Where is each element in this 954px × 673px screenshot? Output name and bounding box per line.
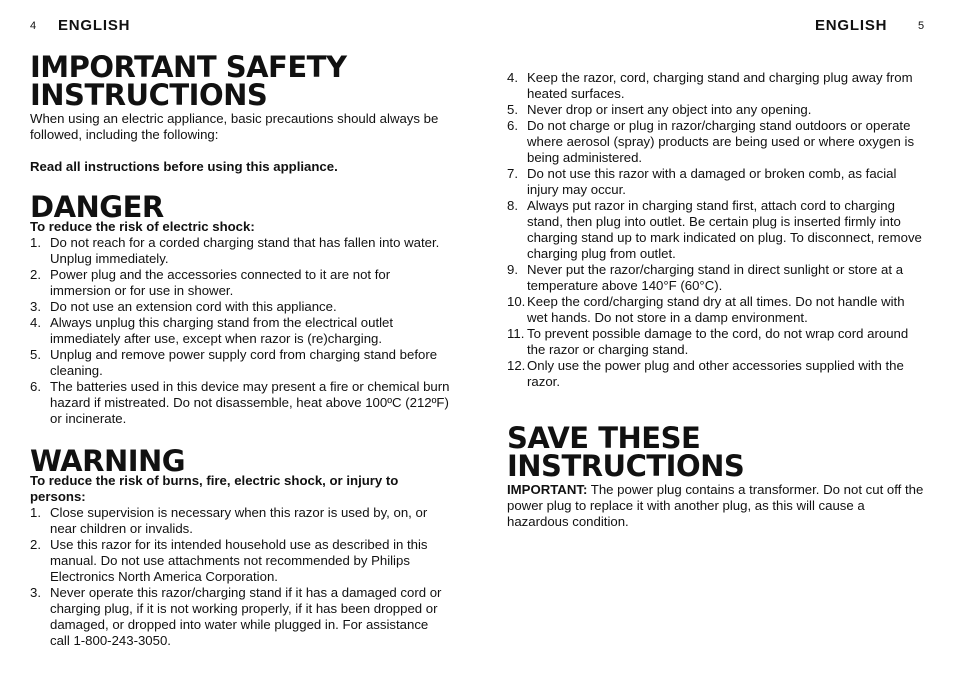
page-title: IMPORTANT SAFETY INSTRUCTIONS [30, 50, 347, 112]
list-item [30, 235, 450, 267]
list-item [30, 315, 450, 347]
danger-heading: DANGER [30, 190, 164, 224]
list-item-text: Use this razor for its intended household use as described in this manual. Do not use attachments not recommended by Philips Electronics North America Corporation. [50, 537, 428, 584]
list-item-text: Do not use this razor with a damaged or broken comb, as facial injury may occur. [527, 166, 897, 197]
list-item-text: Always put razor in charging stand first, attach cord to charging stand, then plug into outlet. Be certain plug is inserted firmly into charging stand up to mark indicated on plug. To disconnect, remove charging plug from outlet. [527, 198, 922, 261]
list-item [507, 358, 927, 390]
list-item-number: 1. [30, 235, 41, 250]
list-item-text: Always unplug this charging stand from the electrical outlet immediately after use, except when razor is (re)charging. [50, 315, 394, 346]
list-item [507, 102, 927, 118]
important-text: The power plug contains a transformer. Do not cut off the power plug to replace it with another plug, as this will cause a hazardous condition. [507, 482, 924, 529]
read-all-notice: Read all instructions before using this appliance. [30, 159, 338, 174]
list-item-number: 4. [30, 315, 41, 330]
important-label: IMPORTANT: [507, 482, 588, 497]
list-item-number: 4. [507, 70, 518, 85]
list-item-text: To prevent possible damage to the cord, do not wrap cord around the razor or charging stand. [527, 326, 909, 357]
list-item-text: Close supervision is necessary when this razor is used by, on, or near children or invalids. [50, 505, 428, 536]
list-item-text: Never operate this razor/charging stand if it has a damaged cord or charging plug, if it is not working properly, if it has been dropped or damaged, or dropped into water while plugged in. For assistance call 1-800-243-3050. [50, 585, 442, 648]
list-item-number: 3. [30, 585, 41, 600]
list-item-text: Only use the power plug and other accessories supplied with the razor. [527, 358, 904, 389]
list-item-text: Power plug and the accessories connected to it are not for immersion or for use in shower. [50, 267, 391, 298]
list-item-number: 5. [507, 102, 518, 117]
list-item-text: Do not use an extension cord with this appliance. [50, 299, 337, 314]
list-item [30, 379, 450, 427]
list-item-number: 2. [30, 537, 41, 552]
list-item-number: 7. [507, 166, 518, 181]
list-item [507, 198, 927, 262]
list-item-text: Keep the cord/charging stand dry at all times. Do not handle with wet hands. Do not store in a damp environment. [527, 294, 905, 325]
intro-paragraph: When using an electric appliance, basic precautions should always be followed, including the following: [30, 111, 439, 142]
list-item-number: 12. [507, 358, 526, 373]
list-item-text: The batteries used in this device may present a fire or chemical burn hazard if mistreated. Do not disassemble, heat above 100ºC (212ºF) or incinerate. [50, 379, 450, 426]
list-item-number: 3. [30, 299, 41, 314]
list-item [30, 299, 450, 315]
list-item-number: 9. [507, 262, 518, 277]
list-item-number: 2. [30, 267, 41, 282]
list-item-text: Unplug and remove power supply cord from charging stand before cleaning. [50, 347, 438, 378]
list-item-number: 5. [30, 347, 41, 362]
list-item [507, 294, 927, 326]
list-item [30, 585, 450, 649]
list-item [30, 537, 450, 585]
page-number: 5 [918, 20, 925, 32]
list-item-number: 1. [30, 505, 41, 520]
list-item [507, 70, 927, 102]
list-item [507, 326, 927, 358]
list-item-number: 6. [30, 379, 41, 394]
page-number: 4 [30, 20, 37, 32]
warning-subheading: To reduce the risk of burns, fire, electric shock, or injury to persons: [30, 473, 399, 504]
list-item-number: 11. [507, 326, 525, 341]
list-item [30, 267, 450, 299]
list-item [30, 505, 450, 537]
warning-heading: WARNING [30, 444, 186, 478]
warning-list [30, 505, 450, 649]
save-instructions-heading: SAVE THESE INSTRUCTIONS [507, 421, 745, 483]
list-item [507, 262, 927, 294]
danger-list [30, 235, 450, 427]
danger-subheading: To reduce the risk of electric shock: [30, 219, 255, 234]
list-item-text: Keep the razor, cord, charging stand and charging plug away from heated surfaces. [527, 70, 913, 101]
left-column [30, 50, 450, 649]
list-item [30, 347, 450, 379]
list-item-text: Do not charge or plug in razor/charging stand outdoors or operate where aerosol (spray) products are being used or where oxygen is being administered. [527, 118, 915, 165]
list-item-text: Never put the razor/charging stand in direct sunlight or store at a temperature above 140°F (60°C). [527, 262, 904, 293]
right-page [477, 0, 954, 673]
list-item [507, 118, 927, 166]
continued-warning-list [507, 70, 927, 390]
running-head: ENGLISH [815, 17, 888, 34]
right-column [507, 70, 927, 530]
list-item-text: Never drop or insert any object into any opening. [527, 102, 812, 117]
list-item [507, 166, 927, 198]
list-item-text: Do not reach for a corded charging stand that has fallen into water. Unplug immediately. [50, 235, 440, 266]
list-item-number: 10. [507, 294, 526, 309]
running-head: ENGLISH [58, 17, 131, 34]
important-paragraph [507, 482, 927, 530]
list-item-number: 8. [507, 198, 518, 213]
list-item-number: 6. [507, 118, 518, 133]
